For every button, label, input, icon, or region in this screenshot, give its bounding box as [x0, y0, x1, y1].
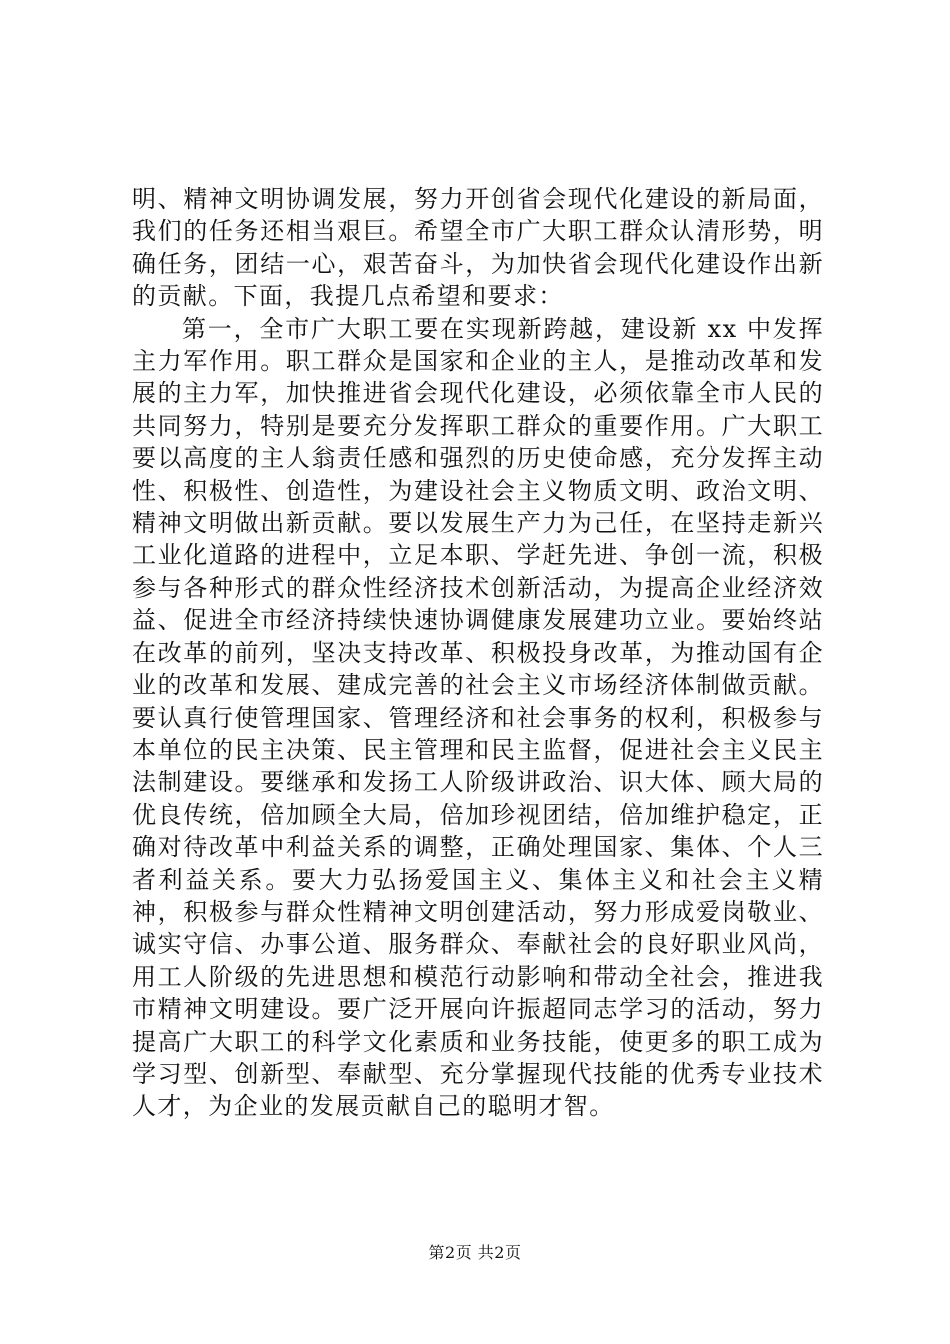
paragraph-first-point: 第一，全市广大职工要在实现新跨越，建设新 xx 中发挥主力军作用。职工群众是国家和企业的主人，是推动改革和发展的主力军，加快推进省会现代化建设，必须依靠全市人民的共同努力，特别是要充分发挥职工群众的重要作用。广大职工要以高度的主人翁责任感和强烈的历史使命感，充分发挥主动性、积极性、创造性，为建设社会主义物质文明、政治文明、精神文明做出新贡献。要以发展生产力为己任，在坚持走新兴工业化道路的进程中，立足本职、学赶先进、争创一流，积极参与各种形式的群众性经济技术创新活动，为提高企业经济效益、促进全市经济持续快速协调健康发展建功立业。要始终站在改革的前列，坚决支持改革、积极投身改革，为推动国有企业的改革和发展、建成完善的社会主义市场经济体制做贡献。要认真行使管理国家、管理经济和社会事务的权利，积极参与本单位的民主决策、民主管理和民主监督，促进社会主义民主法制建设。要继承和发扬工人阶级讲政治、识大体、顾大局的优良传统，倍加顾全大局，倍加珍视团结，倍加维护稳定，正确对待改革中利益关系的调整，正确处理国家、集体、个人三者利益关系。要大力弘扬爱国主义、集体主义和社会主义精神，积极参与群众性精神文明创建活动，努力形成爱岗敬业、诚实守信、办事公道、服务群众、奉献社会的良好职业风尚，用工人阶级的先进思想和模范行动影响和带动全社会，推进我市精神文明建设。要广泛开展向许振超同志学习的活动，努力提高广大职工的科学文化素质和业务技能，使更多的职工成为学习型、创新型、奉献型、充分掌握现代技能的优秀专业技术人才，为企业的发展贡献自己的聪明才智。: [132, 314, 824, 1121]
paragraph-continuation: 明、精神文明协调发展，努力开创省会现代化建设的新局面，我们的任务还相当艰巨。希望全市广大职工群众认清形势，明确任务，团结一心，艰苦奋斗，为加快省会现代化建设作出新的贡献。下面，我提几点希望和要求：: [132, 185, 824, 311]
page-number-footer: 第2页 共2页: [428, 1243, 522, 1262]
document-body: [132, 183, 824, 1123]
